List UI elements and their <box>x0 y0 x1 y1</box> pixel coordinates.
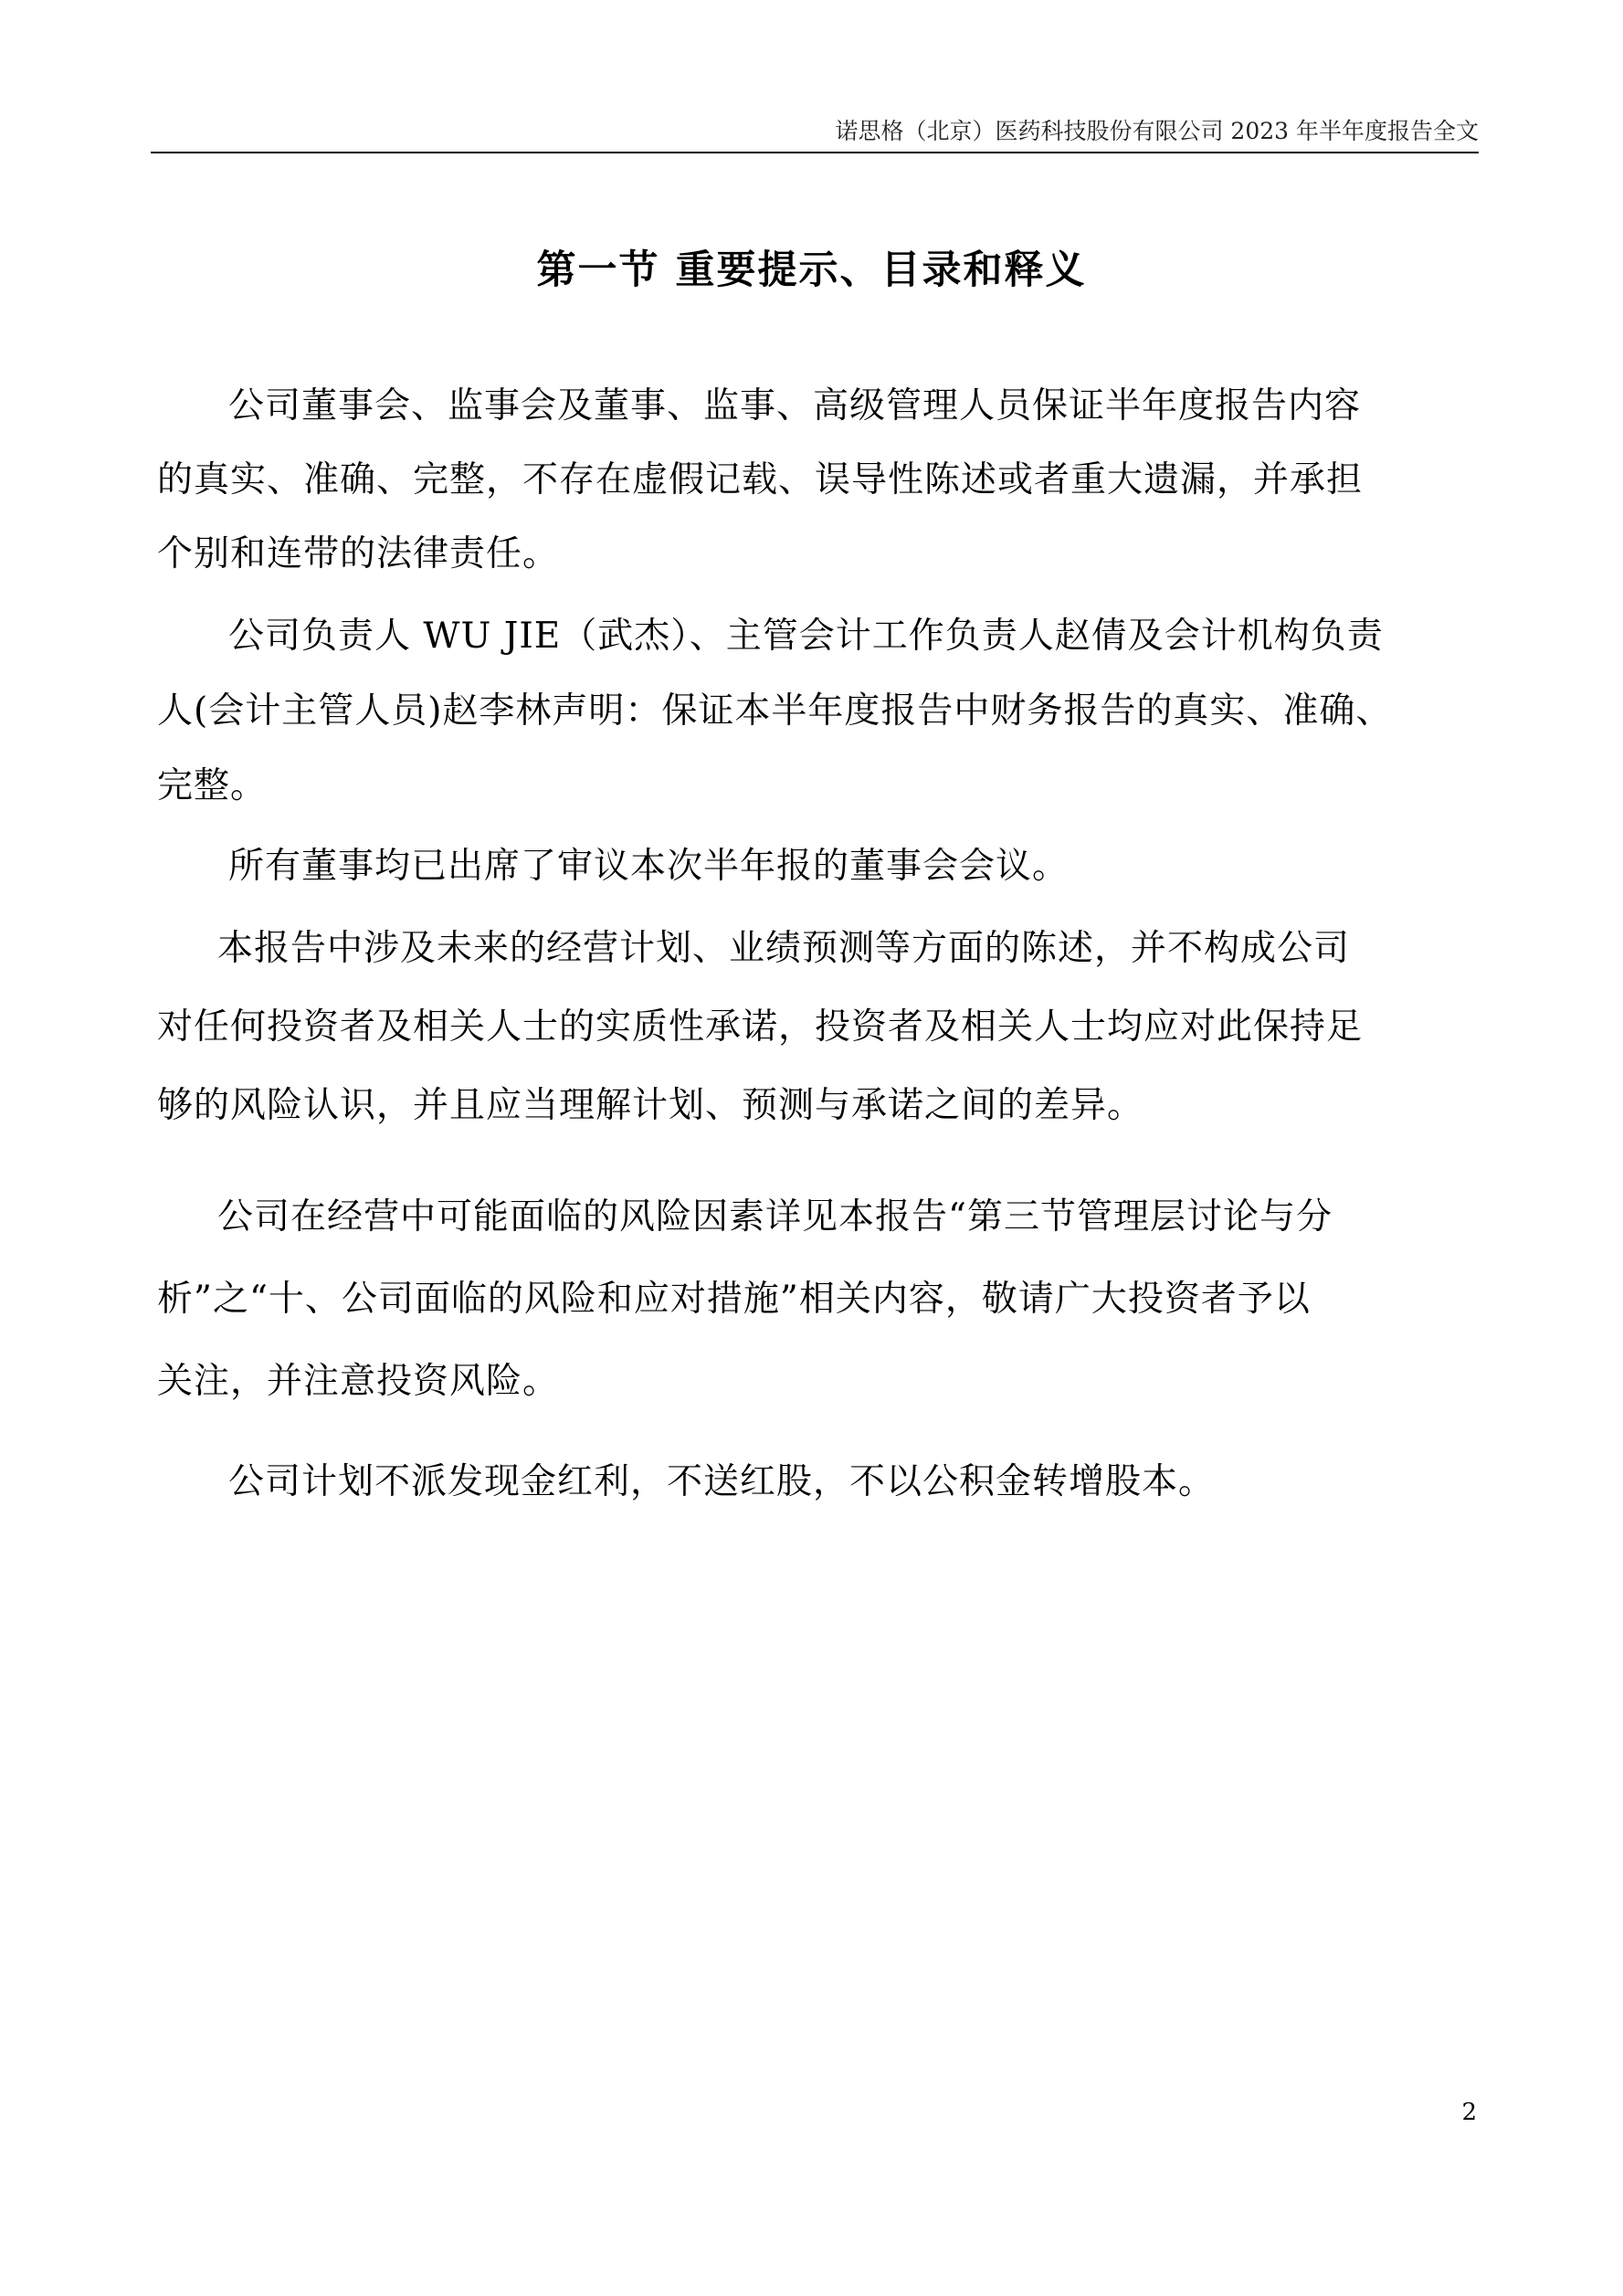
paragraph-line: 个别和连带的法律责任。 <box>157 533 560 574</box>
paragraph-risk-factors <box>157 1176 1333 1423</box>
paragraph-line: 够的风险认识，并且应当理解计划、预测与承诺之间的差异。 <box>157 1085 1144 1126</box>
page-header <box>151 111 1479 153</box>
paragraph-board-attendance <box>157 829 1069 904</box>
paragraph-responsibility-statement <box>157 369 1363 591</box>
paragraph-line: 所有董事均已出席了审议本次半年报的董事会会议。 <box>228 846 1070 887</box>
paragraph-line: 公司计划不派发现金红利，不送红股，不以公积金转增股本。 <box>228 1461 1216 1502</box>
paragraph-line: 公司在经营中可能面临的风险因素详见本报告“第三节管理层讨论与分 <box>217 1196 1333 1238</box>
paragraph-line: 本报告中涉及未来的经营计划、业绩预测等方面的陈述，并不构成公司 <box>217 928 1351 969</box>
paragraph-line: 对任何投资者及相关人士的实质性承诺，投资者及相关人士均应对此保持足 <box>157 1006 1364 1048</box>
paragraph-line: 公司董事会、监事会及董事、监事、高级管理人员保证半年度报告内容 <box>228 385 1362 427</box>
paragraph-dividend-plan <box>157 1446 1215 1519</box>
paragraph-line: 的真实、准确、完整，不存在虚假记载、误导性陈述或者重大遗漏，并承担 <box>157 459 1364 500</box>
paragraph-financial-statement-declaration <box>157 599 1392 824</box>
section-title: 第一节 重要提示、目录和释义 <box>536 248 1087 293</box>
paragraph-line: 人(会计主管人员)赵李林声明：保证本半年度报告中财务报告的真实、准确、 <box>157 690 1393 732</box>
header-title: 诺思格（北京）医药科技股份有限公司 2023 年半年度报告全文 <box>835 118 1479 144</box>
page-number: 2 <box>1461 2099 1477 2126</box>
paragraph-line: 析”之“十、公司面临的风险和应对措施”相关内容，敬请广大投资者予以 <box>157 1279 1311 1320</box>
paragraph-forward-looking-statement <box>157 910 1363 1145</box>
paragraph-line: 公司负责人 WU JIE（武杰）、主管会计工作负责人赵倩及会计机构负责 <box>228 616 1384 657</box>
paragraph-line: 完整。 <box>157 765 268 806</box>
paragraph-line: 关注，并注意投资风险。 <box>157 1361 560 1402</box>
